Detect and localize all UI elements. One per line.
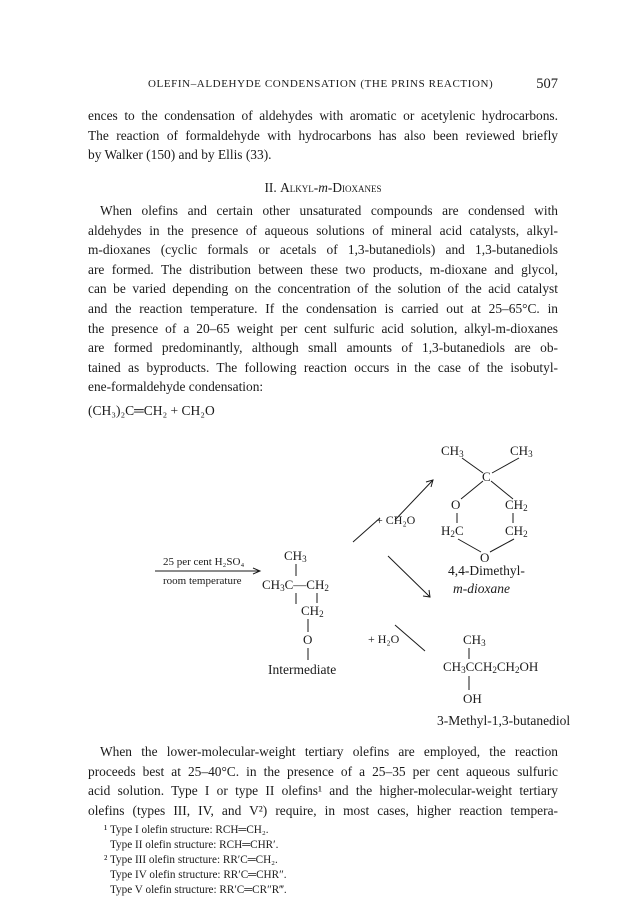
text-line: are formed. The distribution between these two products, m-dioxane and glycol, xyxy=(88,261,558,277)
reactants: (CH₃)₂C═CH₂ + CH₂O xyxy=(88,403,215,418)
footnote-line: Type V olefin structure: RR′C═CR″R‴. xyxy=(110,884,287,896)
text-line: aldehydes in the presence of aqueous solutions of mineral acid catalysts, alkyl- xyxy=(88,222,558,238)
dioxane-c4: C xyxy=(482,469,491,484)
conditions-temperature: room temperature xyxy=(163,575,242,587)
dioxane-ch2-5: $CH_2$ xyxy=(505,497,528,513)
footnote-line: Type II olefin structure: RCH═CHR′. xyxy=(110,839,279,851)
text-line: by Walker (150) and by Ellis (33). xyxy=(88,147,272,163)
dioxane-o3: O xyxy=(451,497,461,512)
text-line: ences to the condensation of aldehydes with aromatic or acetylenic hydrocarbons. xyxy=(88,108,558,123)
intro-paragraph xyxy=(88,106,558,165)
running-header xyxy=(88,78,558,94)
section-title-suffix: -Dioxanes xyxy=(327,180,382,195)
product2-name: 3-Methyl-1,3-butanediol xyxy=(437,713,571,728)
text-line: are formed predominantly, although small amounts of 1,3-butanediols are ob- xyxy=(88,340,558,356)
section-heading xyxy=(88,180,558,196)
footnote-line: ¹ Type I olefin structure: RCH═CH₂. xyxy=(104,824,269,836)
conditions-acid: 25 per cent H₂SO₄ xyxy=(163,556,245,568)
text-line: When olefins and certain other unsaturated compounds are condensed with xyxy=(100,203,558,218)
text-line: the presence of a 20–65 weight per cent sulfuric acid solution, alkyl-m-dioxanes xyxy=(88,320,558,336)
text-line: acid solution. Type I or type II olefins¹ and the higher-molecular-weight tertiary xyxy=(88,783,558,799)
reagent-formaldehyde: + CH₂O xyxy=(376,513,416,527)
product1-name-line1: 4,4-Dimethyl- xyxy=(448,563,525,578)
text-line: and the reaction temperature. If the condensation is carried out at 25–65°C. in xyxy=(88,300,558,316)
text-line: proceeds best at 25–40°C. in the presence of a 25–35 per cent aqueous sulfuric xyxy=(88,763,558,779)
intermediate-oxygen: O xyxy=(303,632,313,647)
diol-ch3-top: $CH_3$ xyxy=(463,632,486,648)
intermediate-ch2: $CH_2$ xyxy=(301,603,324,619)
text-line: When the lower-molecular-weight tertiary olefins are employed, the reaction xyxy=(100,744,558,759)
section-title-prefix: Alkyl- xyxy=(280,180,319,195)
intermediate-main-chain: $CH_3C—CH_2$ xyxy=(262,577,329,593)
section-number: II. xyxy=(264,180,277,195)
page-number: 507 xyxy=(536,76,558,92)
diol-oh: OH xyxy=(463,691,482,706)
section-title-italic: m xyxy=(318,180,328,195)
diol-main-chain: $CH_3CCH_2CH_2OH$ xyxy=(443,659,539,675)
text-line: ene-formaldehyde condensation: xyxy=(88,379,264,395)
dioxane-ch2-6: $CH_2$ xyxy=(505,523,528,539)
footnote-line: ² Type III olefin structure: RR′C═CH₂. xyxy=(104,854,278,866)
text-line: The reaction of formaldehyde with hydrocarbons has also been reviewed briefly xyxy=(88,127,558,143)
intermediate-ch3-top: $CH_3$ xyxy=(284,548,307,564)
intermediate-label: Intermediate xyxy=(268,662,337,677)
text-line: can be varied depending on the concentration of the solution of the acid catalyst xyxy=(88,281,558,297)
text-line: olefins (types III, IV, and V²) require, in most cases, higher reaction tempera- xyxy=(88,802,558,818)
dioxane-ch3-right: $CH_3$ xyxy=(510,443,533,459)
dioxane-o1: O xyxy=(480,550,490,565)
section-paragraph xyxy=(88,201,558,397)
text-line: tained as byproducts. The following reaction occurs in the case of the isobutyl- xyxy=(88,359,558,375)
closing-paragraph xyxy=(88,742,558,820)
reagent-water: + H₂O xyxy=(368,632,400,646)
dioxane-ch3-left: $CH_3$ xyxy=(441,443,464,459)
footnote-line: Type IV olefin structure: RR′C═CHR″. xyxy=(110,869,287,881)
running-title: OLEFIN–ALDEHYDE CONDENSATION (THE PRINS REACTION) xyxy=(148,78,494,90)
dioxane-h2c-2: $H_2C$ xyxy=(441,523,464,539)
product1-name-line2: m-dioxane xyxy=(453,581,510,596)
text-line: m-dioxanes (cyclic formals or acetals of 1,3-butanediols) and 1,3-butanediols xyxy=(88,242,558,258)
